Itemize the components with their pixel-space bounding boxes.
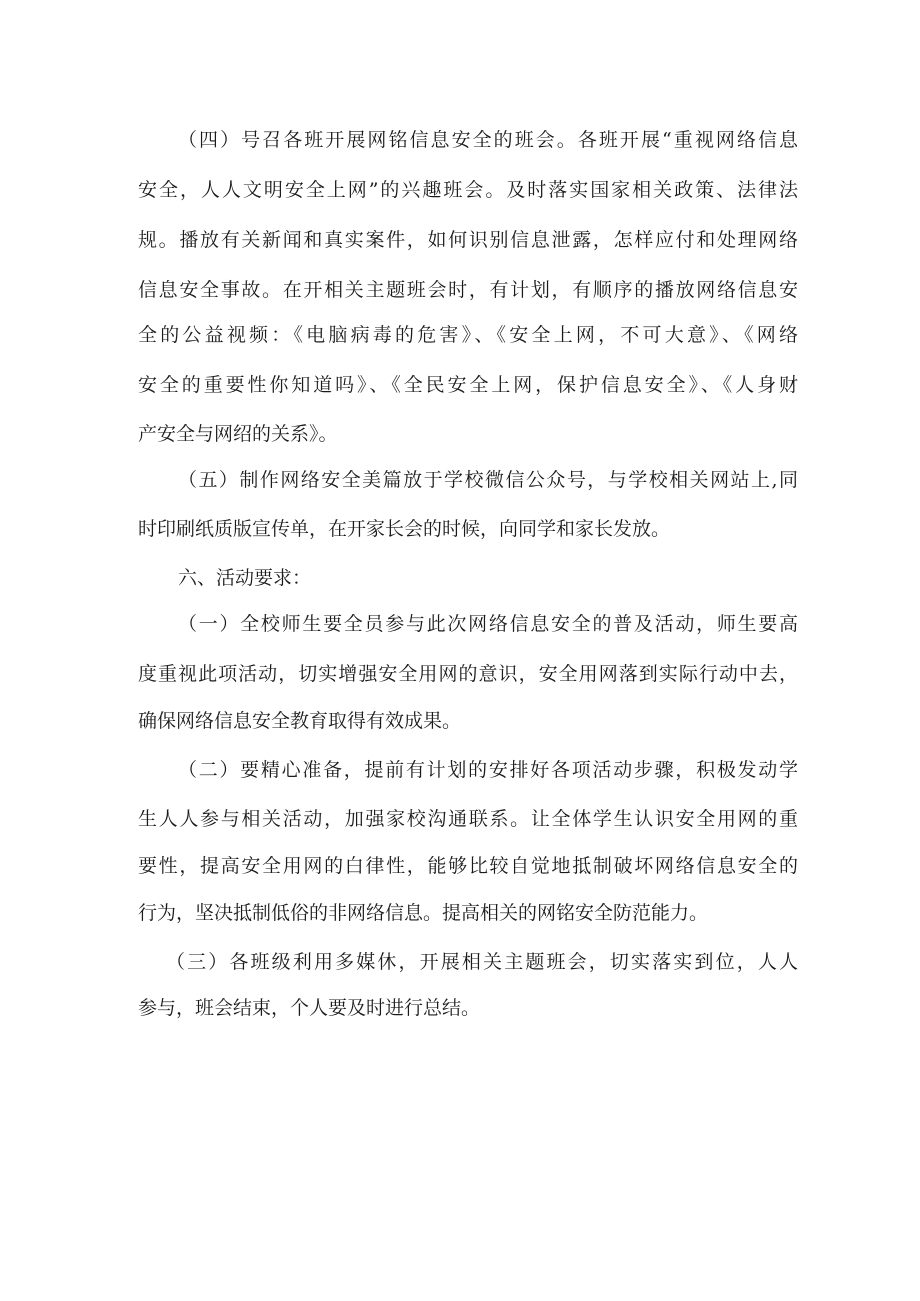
paragraph-line: 全的公益视频：《电脑病毒的危害》、《安全上网，不可大意》、《网络 [138, 324, 798, 346]
paragraph-line: （一）全校师生要全员参与此次网络信息安全的普及活动，师生要高 [178, 613, 798, 635]
paragraph-line: 安全，人人文明安全上网”的兴趣班会。及时落实国家相关政策、法律法 [138, 179, 798, 201]
paragraph-line: 时印刷纸质版宣传单，在开家长会的时候，向同学和家长发放。 [138, 518, 671, 540]
paragraph-line: 参与，班会结束，个人要及时进行总结。 [138, 997, 481, 1019]
paragraph-line: （四）号召各班开展网铭信息安全的班会。各班开展“重视网络信息 [178, 129, 798, 151]
paragraph-line: 规。播放有关新闻和真实案件，如何识别信息泄露，怎样应付和处理网络 [138, 229, 798, 251]
paragraph-line: 行为，坚决抵制低俗的非网络信息。提高相关的网铭安全防范能力。 [138, 902, 709, 924]
paragraph-line: 度重视此项活动，切实增强安全用网的意识，安全用网落到实际行动中去， [138, 663, 798, 685]
paragraph-line: 信息安全事故。在开相关主题班会时，有计划，有顺序的播放网络信息安 [138, 279, 798, 301]
paragraph-line: 产安全与网绍的关系》。 [138, 423, 338, 445]
paragraph-line: 要性，提高安全用网的白律性，能够比较自觉地抵制破坏网络信息安全的 [138, 855, 798, 877]
section-heading: 六、活动要求： [178, 567, 312, 589]
paragraph-line: （五）制作网络安全美篇放于学校微信公众号，与学校相关网站上,同 [178, 469, 798, 491]
paragraph-line: 安全的重要性你知道吗》、《全民安全上网，保护信息安全》、《人身财 [138, 374, 798, 396]
paragraph-line: 生人人参与相关活动，加强家校沟通联系。让全体学生认识安全用网的重 [138, 808, 798, 830]
paragraph-line: 确保网络信息安全教育取得有效成果。 [138, 710, 462, 732]
paragraph-line: （二）要精心准备，提前有计划的安排好各项活动步骤，积极发动学 [178, 759, 798, 781]
paragraph-line: （三）各班级利用多媒休，开展相关主题班会，切实落实到位，人人 [166, 951, 798, 973]
